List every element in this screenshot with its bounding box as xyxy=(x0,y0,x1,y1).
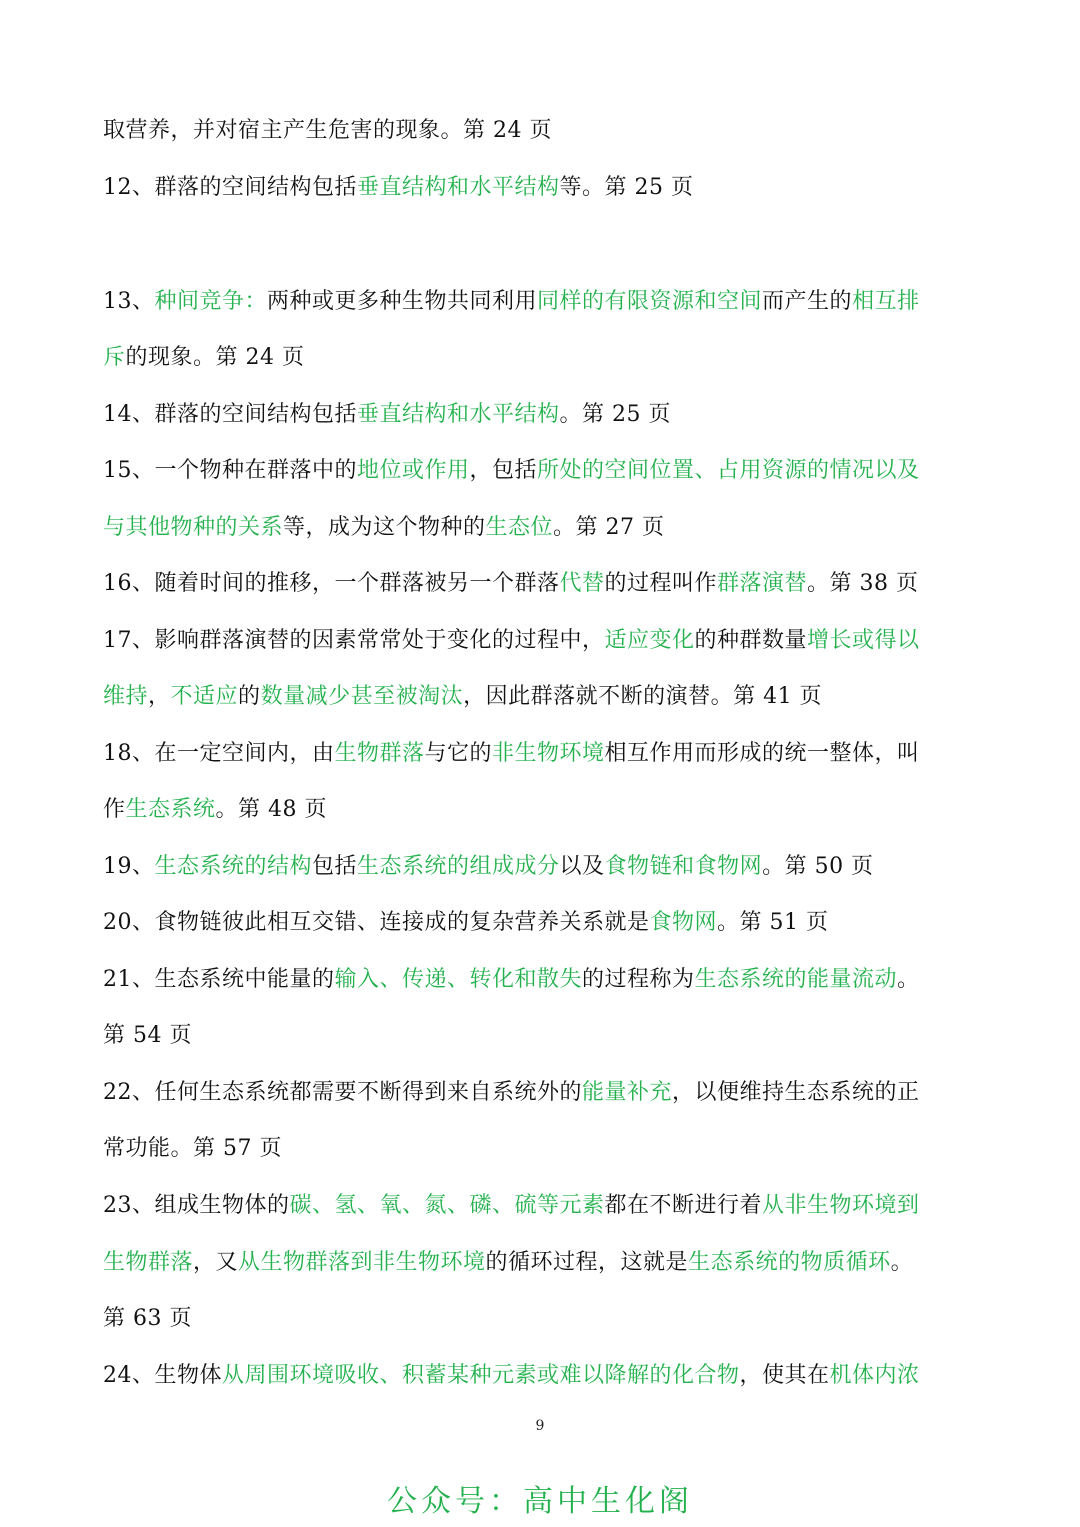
highlighted-term: 输入、传递、转化和散失 xyxy=(334,967,583,992)
text-segment: ， xyxy=(148,684,171,709)
highlighted-term: 生态系统的结构 xyxy=(154,854,313,879)
text-line xyxy=(103,1021,983,1051)
text-line xyxy=(103,1191,983,1221)
text-line xyxy=(103,343,983,373)
text-segment: 。 xyxy=(897,967,920,992)
text-segment: 20、食物链彼此相互交错、连接成的复杂营养关系就是 xyxy=(103,910,650,935)
text-line xyxy=(103,739,983,769)
text-line xyxy=(103,1078,983,1108)
text-segment: 。第 38 页 xyxy=(807,571,919,596)
highlighted-term: 生态位 xyxy=(485,515,554,540)
text-segment: 取营养，并对宿主产生危害的现象。第 24 页 xyxy=(103,118,552,143)
text-segment: 等。第 25 页 xyxy=(559,175,694,200)
text-line xyxy=(103,795,983,825)
text-segment: 17、影响群落演替的因素常常处于变化的过程中， xyxy=(103,628,605,653)
text-segment: 12、群落的空间结构包括 xyxy=(103,175,357,200)
text-segment: 。第 27 页 xyxy=(553,515,665,540)
text-segment: 23、组成生物体的 xyxy=(103,1193,290,1218)
highlighted-term: 生态系统 xyxy=(125,797,216,822)
highlighted-term: 群落演替 xyxy=(717,571,808,596)
text-line xyxy=(103,513,983,543)
text-segment: 15、一个物种在群落中的 xyxy=(103,458,357,483)
text-segment: 而产生的 xyxy=(762,289,853,314)
highlighted-term: 与其他物种的关系 xyxy=(103,515,284,540)
highlighted-term: 从生物群落到非生物环境 xyxy=(238,1250,486,1275)
text-segment: 24、生物体 xyxy=(103,1363,222,1388)
text-segment: 21、生态系统中能量的 xyxy=(103,967,335,992)
highlighted-term: 非生物环境 xyxy=(492,741,605,766)
text-segment: 的过程称为 xyxy=(582,967,695,992)
text-segment: 的 xyxy=(238,684,261,709)
highlighted-term: 生物群落 xyxy=(334,741,425,766)
page-number: 9 xyxy=(535,1418,545,1434)
text-segment: 19、 xyxy=(103,854,155,879)
text-segment: 常功能。第 57 页 xyxy=(103,1136,282,1161)
highlighted-term: 地位或作用 xyxy=(357,458,470,483)
text-line xyxy=(103,1361,983,1391)
text-line xyxy=(103,287,983,317)
highlighted-term: 能量补充 xyxy=(582,1080,673,1105)
highlighted-term: 维持 xyxy=(103,684,149,709)
text-segment: 13、 xyxy=(103,289,155,314)
text-segment: 18、在一定空间内，由 xyxy=(103,741,335,766)
highlighted-term: 生态系统的物质循环 xyxy=(688,1250,891,1275)
highlighted-term: 生态系统的能量流动 xyxy=(694,967,898,992)
text-line xyxy=(103,908,983,938)
highlighted-term: 垂直结构和水平结构 xyxy=(357,175,560,200)
text-line xyxy=(103,682,983,712)
highlighted-term: 不适应 xyxy=(170,684,239,709)
highlighted-term: 相互排 xyxy=(852,289,920,314)
text-segment: 两种或更多种生物共同利用 xyxy=(267,289,538,314)
highlighted-term: 食物链和食物网 xyxy=(604,854,763,879)
text-segment: 22、任何生态系统都需要不断得到来自系统外的 xyxy=(103,1080,582,1105)
text-segment: 作 xyxy=(103,797,126,822)
highlighted-term: 种间竞争： xyxy=(154,289,268,314)
text-segment: 都在不断进行着 xyxy=(604,1193,763,1218)
text-segment: 。第 25 页 xyxy=(559,402,671,427)
text-line xyxy=(103,852,983,882)
text-line xyxy=(103,456,983,486)
text-segment: 。第 48 页 xyxy=(215,797,328,822)
text-line xyxy=(103,173,983,203)
text-line xyxy=(103,400,983,430)
text-segment: 第 54 页 xyxy=(103,1023,192,1048)
text-line xyxy=(103,1304,983,1334)
highlighted-term: 所处的空间位置、占用资源的情况以及 xyxy=(537,458,920,483)
text-segment: 。第 51 页 xyxy=(717,910,829,935)
highlighted-term: 生态系统的组成成分 xyxy=(357,854,560,879)
text-segment: 等，成为这个物种的 xyxy=(283,515,486,540)
highlighted-term: 斥 xyxy=(103,345,126,370)
text-line xyxy=(103,116,983,146)
text-segment: 第 63 页 xyxy=(103,1306,192,1331)
text-line xyxy=(103,1248,983,1278)
text-segment: 的循环过程，这就是 xyxy=(485,1250,689,1275)
text-line xyxy=(103,1134,983,1164)
footer-account-name: 公众号：高中生化阁 xyxy=(387,1484,693,1519)
highlighted-term: 机体内浓 xyxy=(829,1363,920,1388)
text-segment: 。第 50 页 xyxy=(762,854,874,879)
text-segment: ，使其在 xyxy=(739,1363,830,1388)
text-segment: 16、随着时间的推移，一个群落被另一个群落 xyxy=(103,571,560,596)
highlighted-term: 从非生物环境到 xyxy=(762,1193,920,1218)
text-line xyxy=(103,626,983,656)
text-segment: 。 xyxy=(890,1250,914,1275)
text-segment: ，包括 xyxy=(469,458,538,483)
highlighted-term: 适应变化 xyxy=(604,628,695,653)
text-segment: 以及 xyxy=(559,854,605,879)
text-segment: 包括 xyxy=(312,854,358,879)
highlighted-term: 生物群落 xyxy=(103,1250,194,1275)
text-segment: 14、群落的空间结构包括 xyxy=(103,402,357,427)
text-segment: 相互作用而形成的统一整体，叫 xyxy=(604,741,920,766)
highlighted-term: 碳、氢、氧、氮、磷、硫等元素 xyxy=(289,1193,605,1218)
text-segment: ，以便维持生态系统的正 xyxy=(672,1080,920,1105)
highlighted-term: 增长或得以 xyxy=(807,628,920,653)
highlighted-term: 从周围环境吸收、积蓄某种元素或难以降解的化合物 xyxy=(222,1363,740,1388)
highlighted-term: 垂直结构和水平结构 xyxy=(357,402,560,427)
text-segment: 的种群数量 xyxy=(694,628,808,653)
highlighted-term: 数量减少甚至被淘汰 xyxy=(260,684,464,709)
text-segment: ，又 xyxy=(193,1250,239,1275)
highlighted-term: 食物网 xyxy=(649,910,718,935)
highlighted-term: 代替 xyxy=(559,571,605,596)
text-segment: 的过程叫作 xyxy=(604,571,718,596)
text-segment: 的现象。第 24 页 xyxy=(125,345,305,370)
text-segment: 与它的 xyxy=(424,741,493,766)
text-line xyxy=(103,569,983,599)
text-line xyxy=(103,965,983,995)
highlighted-term: 同样的有限资源和空间 xyxy=(537,289,763,314)
text-segment: ，因此群落就不断的演替。第 41 页 xyxy=(463,684,823,709)
